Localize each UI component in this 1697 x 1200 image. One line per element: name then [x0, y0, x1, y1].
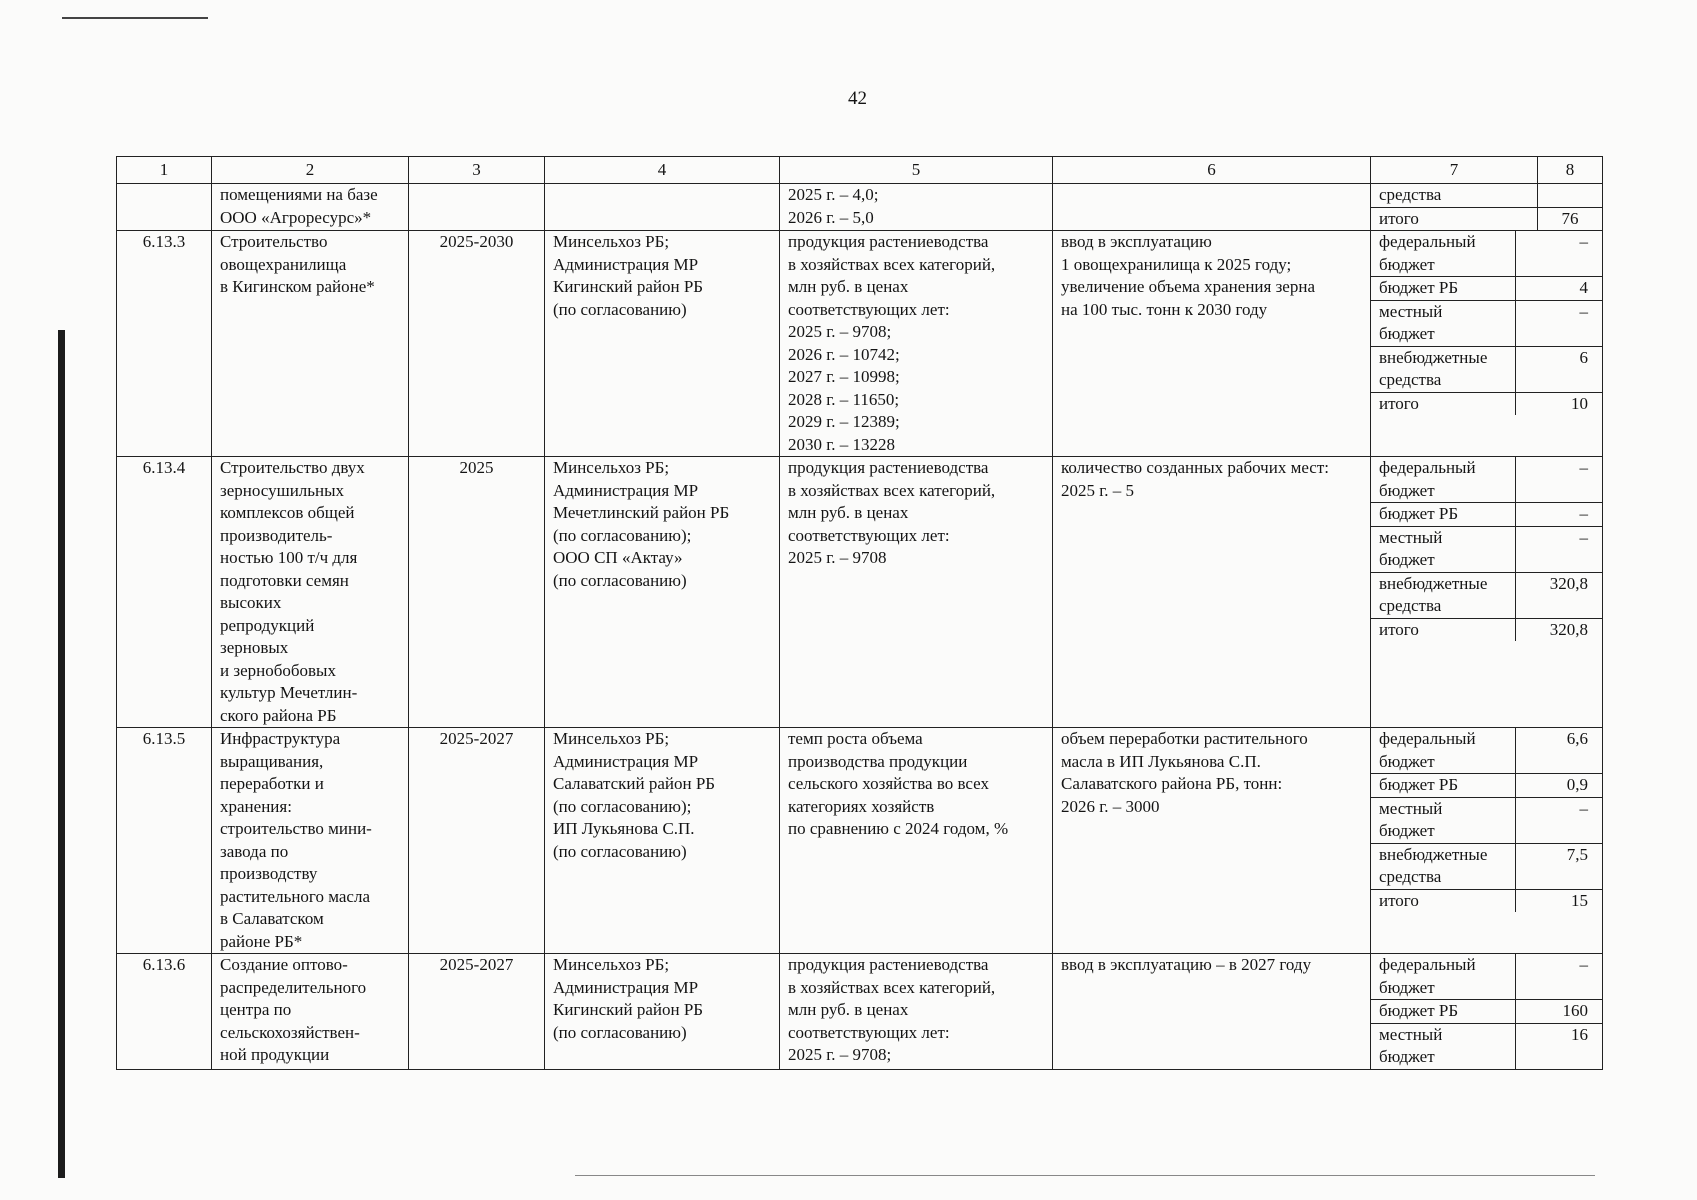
funding-row: [1371, 797, 1602, 843]
funding-row: [1371, 277, 1602, 301]
top-rule: [62, 17, 208, 19]
funding-amount: 4: [1516, 277, 1603, 301]
measure-row: [117, 231, 1603, 457]
funding-source: федеральный бюджет: [1371, 457, 1516, 503]
funding-amount: –: [1516, 797, 1603, 843]
funding-row: [1371, 1023, 1602, 1069]
col-header-8: 8: [1538, 157, 1603, 183]
funding-source: бюджет РБ: [1371, 1000, 1516, 1024]
bottom-rule: [575, 1175, 1595, 1176]
measure-title: Инфраструктура выращивания, переработки и хранения: строительство мини- завода по производству растительного масла в Салаватском районе РБ*: [212, 728, 409, 954]
measure-result: ввод в эксплуатацию – в 2027 году: [1053, 954, 1371, 1070]
col-header-1: 1: [117, 157, 212, 184]
funding-source: внебюджетные средства: [1371, 572, 1516, 618]
funding-row: [1371, 457, 1602, 503]
column-number-row: [117, 157, 1603, 184]
measure-executors: Минсельхоз РБ; Администрация МР Кигинский район РБ (по согласованию): [545, 954, 780, 1070]
funding-amount: –: [1516, 231, 1603, 277]
funding-row: [1371, 346, 1602, 392]
funding-source: местный бюджет: [1379, 1024, 1443, 1066]
measure-period: 2025-2030: [409, 231, 545, 457]
measure-funding: [1371, 231, 1603, 457]
col-header-4: 4: [545, 157, 780, 184]
funding-source: местный бюджет: [1371, 526, 1516, 572]
funding-row: [1371, 231, 1602, 277]
funding-row: [1371, 392, 1602, 415]
funding-row: [1371, 526, 1602, 572]
funding-source: внебюджетные средства: [1371, 843, 1516, 889]
table-body: [117, 157, 1603, 1070]
funding-source: средства: [1371, 184, 1538, 207]
continuation-executors: [545, 184, 780, 231]
funding-row: [1371, 618, 1602, 641]
funding-row: [1371, 207, 1602, 230]
funding-row: [1371, 572, 1602, 618]
funding-source: федеральный бюджет: [1371, 954, 1516, 1000]
measure-result: ввод в эксплуатацию 1 овощехранилища к 2025 году; увеличение объема хранения зерна на 100 тыс. тонн к 2030 году: [1053, 231, 1371, 457]
measure-funding: [1371, 457, 1603, 728]
continuation-period: [409, 184, 545, 231]
continuation-indicator: 2025 г. – 4,0; 2026 г. – 5,0: [780, 184, 1053, 231]
funding-source: итого: [1379, 393, 1419, 413]
funding-amount: 320,8: [1516, 572, 1603, 618]
funding-amount: 16: [1516, 1023, 1603, 1069]
funding-row: [1371, 728, 1602, 774]
funding-amount: –: [1516, 457, 1603, 503]
funding-row: [1371, 954, 1602, 1000]
page-number: 42: [848, 88, 867, 109]
col-header-7: 7: [1449, 160, 1459, 179]
measure-row: [117, 954, 1603, 1070]
measure-indicator: темп роста объема производства продукции сельского хозяйства во всех категориях хозяйств по сравнению с 2024 годом, %: [780, 728, 1053, 954]
funding-source: бюджет РБ: [1371, 277, 1516, 301]
measure-title: Строительство овощехранилища в Кигинском районе*: [212, 231, 409, 457]
measure-executors: Минсельхоз РБ; Администрация МР Салаватский район РБ (по согласованию); ИП Лукьянова С.П. (по согласованию): [545, 728, 780, 954]
continuation-result: [1053, 184, 1371, 231]
measure-code: 6.13.5: [117, 728, 212, 954]
funding-source: итого: [1379, 890, 1419, 910]
funding-amount: 15: [1516, 889, 1603, 912]
funding-source: бюджет РБ: [1371, 774, 1516, 798]
funding-amount: –: [1516, 954, 1603, 1000]
funding-source: бюджет РБ: [1371, 503, 1516, 527]
measure-row: [117, 457, 1603, 728]
continuation-title: помещениями на базе ООО «Агроресурс»*: [212, 184, 409, 231]
measure-code: 6.13.4: [117, 457, 212, 728]
continuation-row: [117, 184, 1603, 231]
funding-amount: 160: [1516, 1000, 1603, 1024]
measure-period: 2025-2027: [409, 728, 545, 954]
continuation-funding: [1371, 184, 1603, 231]
measure-title: Строительство двух зерносушильных комплексов общей производитель- ностью 100 т/ч для подготовки семян высоких репродукций зерновых и зернобобовых культур Мечетлин- ского района РБ: [212, 457, 409, 728]
col-header-3: 3: [409, 157, 545, 184]
measure-executors: Минсельхоз РБ; Администрация МР Кигинский район РБ (по согласованию): [545, 231, 780, 457]
measure-result: количество созданных рабочих мест: 2025 г. – 5: [1053, 457, 1371, 728]
funding-amount: 6,6: [1516, 728, 1603, 774]
measure-code: 6.13.3: [117, 231, 212, 457]
funding-amount: –: [1516, 300, 1603, 346]
measure-code: 6.13.6: [117, 954, 212, 1070]
funding-row: [1371, 184, 1602, 207]
measure-indicator: продукция растениеводства в хозяйствах всех категорий, млн руб. в ценах соответствующих лет: 2025 г. – 9708: [780, 457, 1053, 728]
funding-row: [1371, 1000, 1602, 1024]
funding-row: [1371, 889, 1602, 912]
measure-row: [117, 728, 1603, 954]
funding-amount: –: [1516, 526, 1603, 572]
scan-edge-shadow: [58, 330, 65, 1178]
funding-source: итого: [1379, 619, 1419, 639]
funding-source: федеральный бюджет: [1371, 728, 1516, 774]
col-header-7-8: [1371, 157, 1603, 184]
funding-source: местный бюджет: [1371, 300, 1516, 346]
funding-source: федеральный бюджет: [1371, 231, 1516, 277]
funding-amount: 0,9: [1516, 774, 1603, 798]
col-header-2: 2: [212, 157, 409, 184]
funding-amount: 6: [1516, 346, 1603, 392]
funding-source: внебюджетные средства: [1371, 346, 1516, 392]
measure-indicator: продукция растениеводства в хозяйствах всех категорий, млн руб. в ценах соответствующих лет: 2025 г. – 9708; 2026 г. – 10742; 2027 г. – 10998; 2028 г. – 11650; 2029 г. – 12389; 2030 г. – 13228: [780, 231, 1053, 457]
measure-result: объем переработки растительного масла в ИП Лукьянова С.П. Салаватского района РБ, тонн: 2026 г. – 3000: [1053, 728, 1371, 954]
measure-executors: Минсельхоз РБ; Администрация МР Мечетлинский район РБ (по согласованию); ООО СП «Актау» (по согласованию): [545, 457, 780, 728]
funding-amount: [1538, 184, 1603, 207]
measure-funding: [1371, 728, 1603, 954]
measure-indicator: продукция растениеводства в хозяйствах всех категорий, млн руб. в ценах соответствующих лет: 2025 г. – 9708;: [780, 954, 1053, 1070]
funding-amount: 7,5: [1516, 843, 1603, 889]
funding-source: местный бюджет: [1371, 797, 1516, 843]
funding-amount: 10: [1516, 392, 1603, 415]
measure-title: Создание оптово- распределительного центра по сельскохозяйствен- ной продукции: [212, 954, 409, 1070]
funding-amount: 320,8: [1516, 618, 1603, 641]
funding-amount: 76: [1538, 207, 1603, 230]
continuation-code: [117, 184, 212, 231]
measure-period: 2025: [409, 457, 545, 728]
col-header-5: 5: [780, 157, 1053, 184]
col-header-6: 6: [1053, 157, 1371, 184]
funding-row: [1371, 774, 1602, 798]
funding-amount: –: [1516, 503, 1603, 527]
measure-funding: [1371, 954, 1603, 1070]
funding-row: [1371, 843, 1602, 889]
program-measures-table: [116, 156, 1603, 1070]
funding-row: [1371, 503, 1602, 527]
funding-source: итого: [1379, 208, 1419, 228]
measure-period: 2025-2027: [409, 954, 545, 1070]
funding-row: [1371, 300, 1602, 346]
